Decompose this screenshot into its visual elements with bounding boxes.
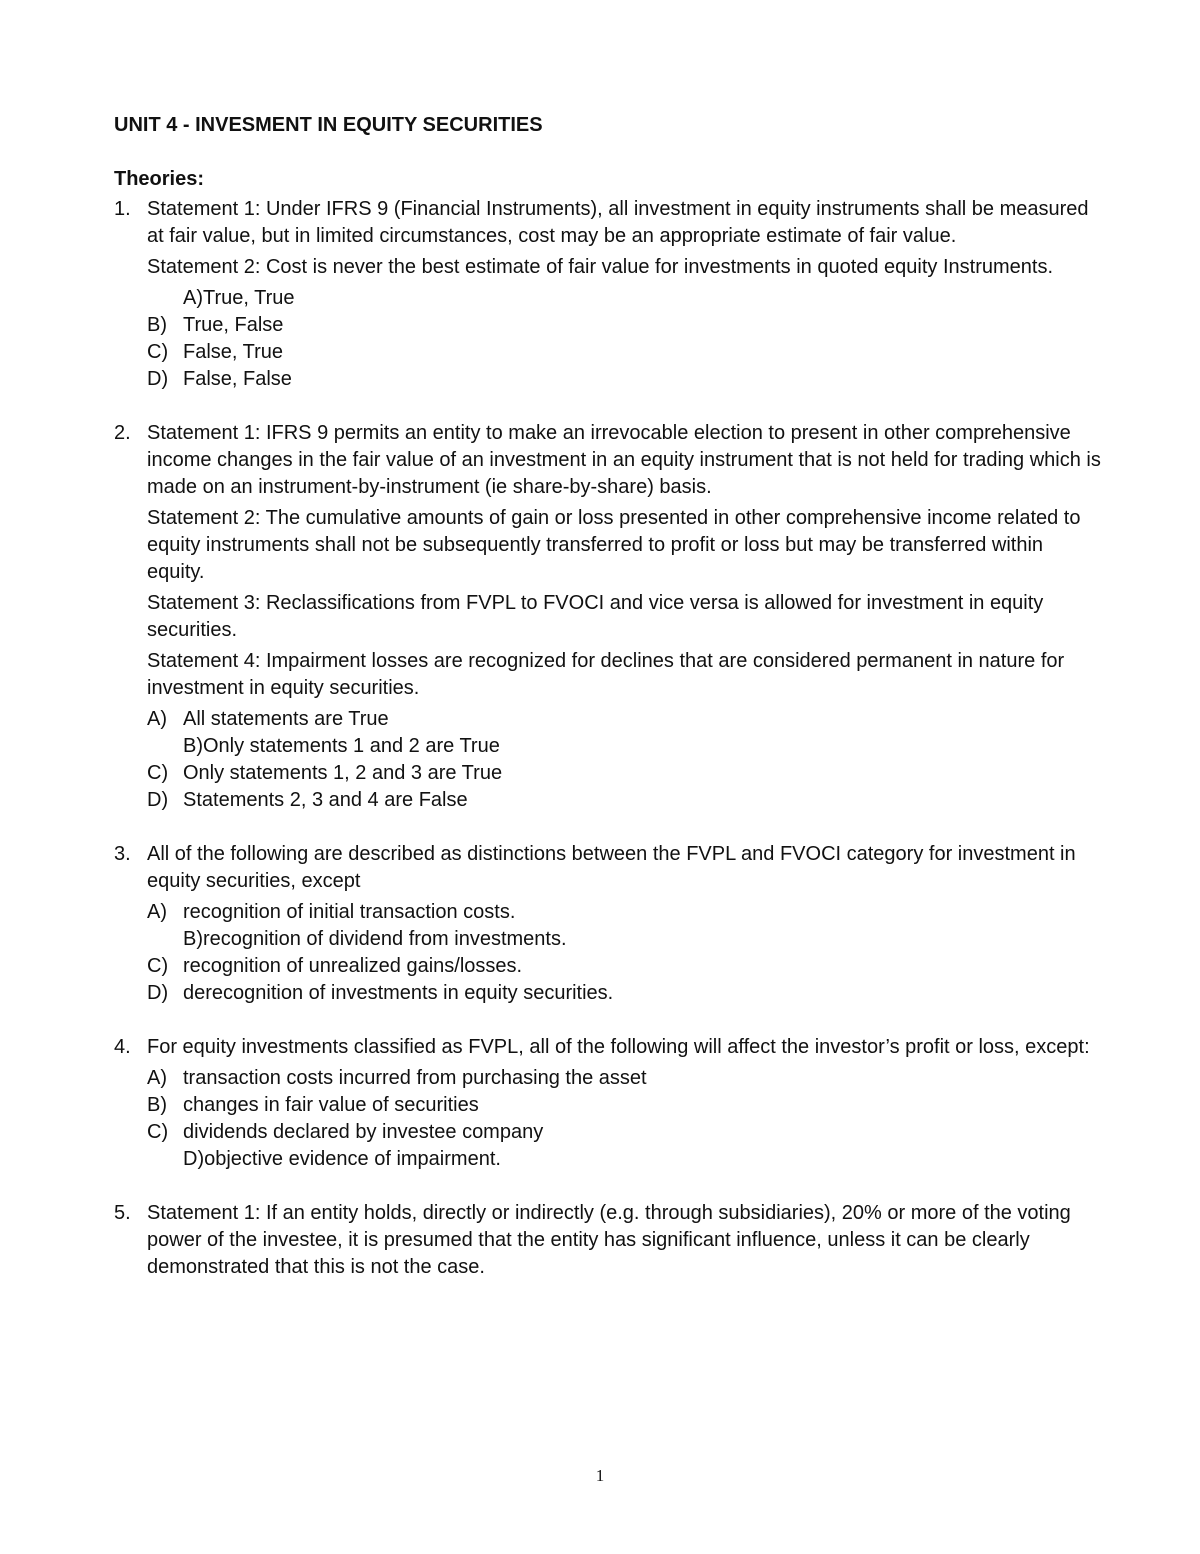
choice-text: transaction costs incurred from purchasing the asset <box>183 1067 647 1089</box>
choice-letter: A) <box>147 1067 167 1089</box>
choice-text: All statements are True <box>183 708 389 730</box>
answer-choice <box>147 787 1104 814</box>
question-paragraph <box>147 196 1104 250</box>
statement-text: For equity investments classified as FVPL, all of the following will affect the investor’s profit or loss, except: <box>147 1036 1090 1058</box>
answer-choice <box>147 339 1104 366</box>
statement-label: Statement 1: <box>147 1202 261 1224</box>
choice-text: objective evidence of impairment. <box>204 1148 501 1170</box>
answer-choice <box>147 953 1104 980</box>
choice-letter: C) <box>147 762 169 784</box>
choice-text: False, False <box>183 368 292 390</box>
statement-text: Under IFRS 9 (Financial Instruments), all investment in equity instruments shall be measured at fair value, but in limited circumstances, cost may be an appropriate estimate of fair value. <box>147 198 1089 247</box>
question-number: 1. <box>114 198 131 220</box>
choice-letter: D) <box>183 1148 205 1170</box>
question-paragraph <box>147 1034 1104 1061</box>
answer-choice <box>147 366 1104 393</box>
question-item <box>114 841 1104 1007</box>
statement-label: Statement 2: <box>147 507 261 529</box>
choice-text: True, False <box>183 314 284 336</box>
statement-text: All of the following are described as distinctions between the FVPL and FVOCI category for investment in equity securities, except <box>147 843 1076 892</box>
answer-choice <box>147 760 1104 787</box>
question-paragraph <box>147 1200 1104 1281</box>
choice-letter: C) <box>147 341 169 363</box>
statement-label: Statement 1: <box>147 422 261 444</box>
choice-text: True, True <box>203 287 295 309</box>
question-list <box>114 196 1104 1308</box>
statement-text: Cost is never the best estimate of fair value for investments in quoted equity Instruments. <box>260 256 1054 278</box>
answer-choice <box>147 706 1104 733</box>
choice-letter: D) <box>147 982 169 1004</box>
choice-text: Statements 2, 3 and 4 are False <box>183 789 468 811</box>
answer-choice <box>147 312 1104 339</box>
choice-text: dividends declared by investee company <box>183 1121 544 1143</box>
choice-text: Only statements 1, 2 and 3 are True <box>183 762 503 784</box>
statement-text: Impairment losses are recognized for declines that are considered permanent in nature for investment in equity securities. <box>147 650 1065 699</box>
question-number: 2. <box>114 422 131 444</box>
choice-letter: D) <box>147 368 169 390</box>
question-paragraph <box>147 254 1104 281</box>
choice-letter: B) <box>183 928 203 950</box>
statement-label: Statement 1: <box>147 198 261 220</box>
question-paragraph <box>147 841 1104 895</box>
statement-text: If an entity holds, directly or indirectly (e.g. through subsidiaries), 20% or more of the voting power of the investee, it is presumed that the entity has significant influence, unless it can be clearly demonstrated that this is not the case. <box>147 1202 1071 1278</box>
choice-letter: A) <box>147 901 167 923</box>
answer-choice <box>147 899 1104 926</box>
answer-choice <box>147 1119 1104 1146</box>
question-item <box>114 420 1104 814</box>
choice-letter: B) <box>183 735 203 757</box>
answer-choice-highlighted <box>147 733 1104 760</box>
choice-text: False, True <box>183 341 284 363</box>
answer-choice-highlighted <box>147 1146 1104 1173</box>
question-paragraph <box>147 590 1104 644</box>
choice-text: derecognition of investments in equity securities. <box>183 982 614 1004</box>
choice-text: Only statements 1 and 2 are True <box>203 735 500 757</box>
choice-letter: B) <box>147 314 167 336</box>
statement-text: Reclassifications from FVPL to FVOCI and vice versa is allowed for investment in equity securities. <box>147 592 1044 641</box>
page-number: 1 <box>595 1466 605 1485</box>
choice-text: recognition of unrealized gains/losses. <box>183 955 523 977</box>
choice-letter: D) <box>147 789 169 811</box>
answer-choices <box>147 706 1104 814</box>
question-paragraph <box>147 420 1104 501</box>
answer-choice <box>147 1092 1104 1119</box>
statement-label: Statement 4: <box>147 650 261 672</box>
question-paragraph <box>147 505 1104 586</box>
question-number: 4. <box>114 1036 131 1058</box>
choice-letter: A) <box>147 708 167 730</box>
page-title: UNIT 4 - INVESMENT IN EQUITY SECURITIES <box>114 114 543 136</box>
choice-letter: C) <box>147 955 169 977</box>
answer-choice-highlighted <box>147 926 1104 953</box>
choice-text: changes in fair value of securities <box>183 1094 479 1116</box>
answer-choice-highlighted <box>147 285 1104 312</box>
statement-text: IFRS 9 permits an entity to make an irrevocable election to present in other comprehensive income changes in the fair value of an investment in an equity instrument that is not held for trading which is made on an instrument-by-instrument (ie share-by-share) basis. <box>147 422 1101 498</box>
question-item <box>114 1034 1104 1173</box>
statement-label: Statement 3: <box>147 592 261 614</box>
section-heading: Theories: <box>114 168 205 190</box>
answer-choices <box>147 285 1104 393</box>
choice-text: recognition of initial transaction costs. <box>183 901 516 923</box>
question-item <box>114 196 1104 393</box>
question-item <box>114 1200 1104 1281</box>
choice-letter: A) <box>183 287 203 309</box>
choice-text: recognition of dividend from investments <box>203 928 561 950</box>
statement-text: The cumulative amounts of gain or loss presented in other comprehensive income related to equity instruments shall not be subsequently transferred to profit or loss but may be transferred within equity. <box>147 507 1081 583</box>
statement-label: Statement 2: <box>147 256 261 278</box>
choice-letter: B) <box>147 1094 167 1116</box>
question-number: 5. <box>114 1202 131 1224</box>
answer-choices <box>147 1065 1104 1173</box>
answer-choices <box>147 899 1104 1007</box>
answer-choice <box>147 980 1104 1007</box>
choice-letter: C) <box>147 1121 169 1143</box>
choice-suffix: . <box>560 928 567 950</box>
question-paragraph <box>147 648 1104 702</box>
answer-choice <box>147 1065 1104 1092</box>
question-number: 3. <box>114 843 131 865</box>
